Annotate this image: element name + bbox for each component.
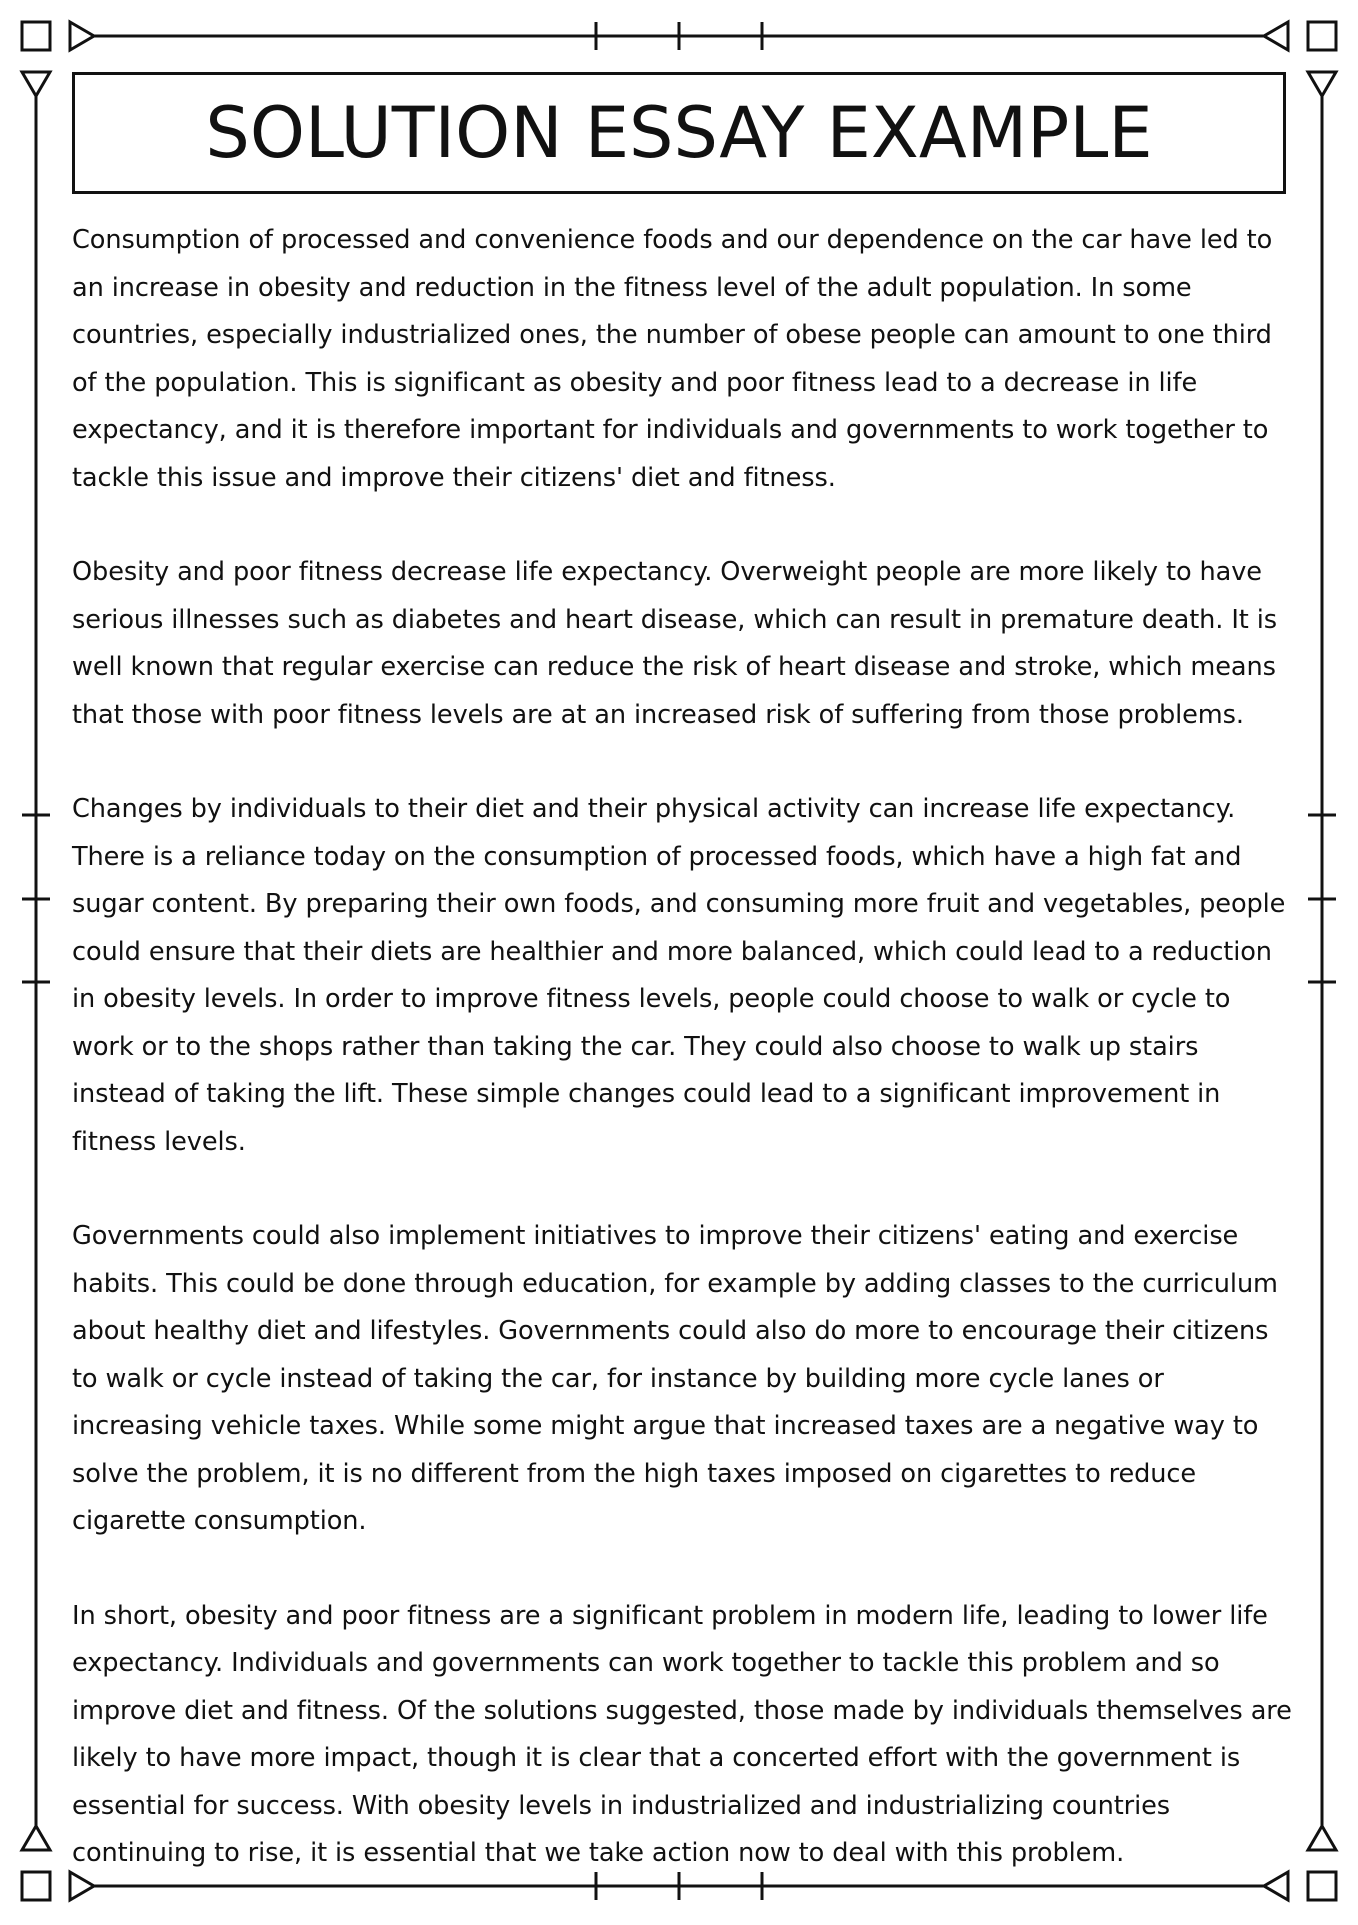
arrow-down-icon	[1308, 72, 1336, 96]
arrow-left-icon	[1264, 22, 1288, 50]
essay-paragraph-government-solutions: Governments could also implement initiatives to improve their citizens' eating and exercise habits. This could be done through education, for example by adding classes to the curriculum about healthy diet and lifestyles. Governments could also do more to encourage their citizens to walk or cycle instead of taking the car, for instance by building more cycle lanes or increasing vehicle taxes. While some might argue that increased taxes are a negative way to solve the problem, it is no different from the high taxes imposed on cigarettes to reduce cigarette consumption.	[72, 1221, 1278, 1536]
arrow-down-icon	[22, 72, 50, 96]
arrow-right-icon	[70, 22, 94, 50]
essay-paragraph-conclusion: In short, obesity and poor fitness are a significant problem in modern life, leading to lower life expectancy. Individuals and governments can work together to tackle this problem and so improve diet and fitness. Of the solutions suggested, those made by individuals themselves are likely to have more impact, though it is clear that a concerted effort with the government is essential for success. With obesity levels in industrialized and industrializing countries continuing to rise, it is essential that we take action now to deal with this problem.	[72, 1600, 1292, 1868]
essay-paragraph-individual-solutions: Changes by individuals to their diet and their physical activity can increase life expectancy. There is a reliance today on the consumption of processed foods, which have a high fat and sugar content. By preparing their own foods, and consuming more fruit and vegetables, people could ensure that their diets are healthier and more balanced, which could lead to a reduction in obesity levels. In order to improve fitness levels, people could choose to walk or cycle to work or to the shops rather than taking the car. They could also choose to walk up stairs instead of taking the lift. These simple changes could lead to a significant improvement in fitness levels.	[72, 794, 1286, 1157]
essay-paragraph-introduction: Consumption of processed and convenience foods and our dependence on the car have led to an increase in obesity and reduction in the fitness level of the adult population. In some countries, especially industrialized ones, the number of obese people can amount to one third of the population. This is significant as obesity and poor fitness lead to a decrease in life expectancy, and it is therefore important for individuals and governments to work together to tackle this issue and improve their citizens' diet and fitness.	[72, 225, 1273, 493]
corner-square-top-left	[22, 22, 50, 50]
essay-paragraph-problem: Obesity and poor fitness decrease life expectancy. Overweight people are more likely to have serious illnesses such as diabetes and heart disease, which can result in premature death. It is well known that regular exercise can reduce the risk of heart disease and stroke, which means that those with poor fitness levels are at an increased risk of suffering from those problems.	[72, 557, 1278, 730]
arrow-up-icon	[22, 1826, 50, 1850]
corner-square-top-right	[1308, 22, 1336, 50]
essay-body	[72, 217, 1294, 1925]
corner-square-bottom-left	[22, 1872, 50, 1900]
corner-square-bottom-right	[1308, 1872, 1336, 1900]
page-title: SOLUTION ESSAY EXAMPLE	[205, 92, 1153, 174]
arrow-up-icon	[1308, 1826, 1336, 1850]
title-box	[72, 72, 1286, 194]
